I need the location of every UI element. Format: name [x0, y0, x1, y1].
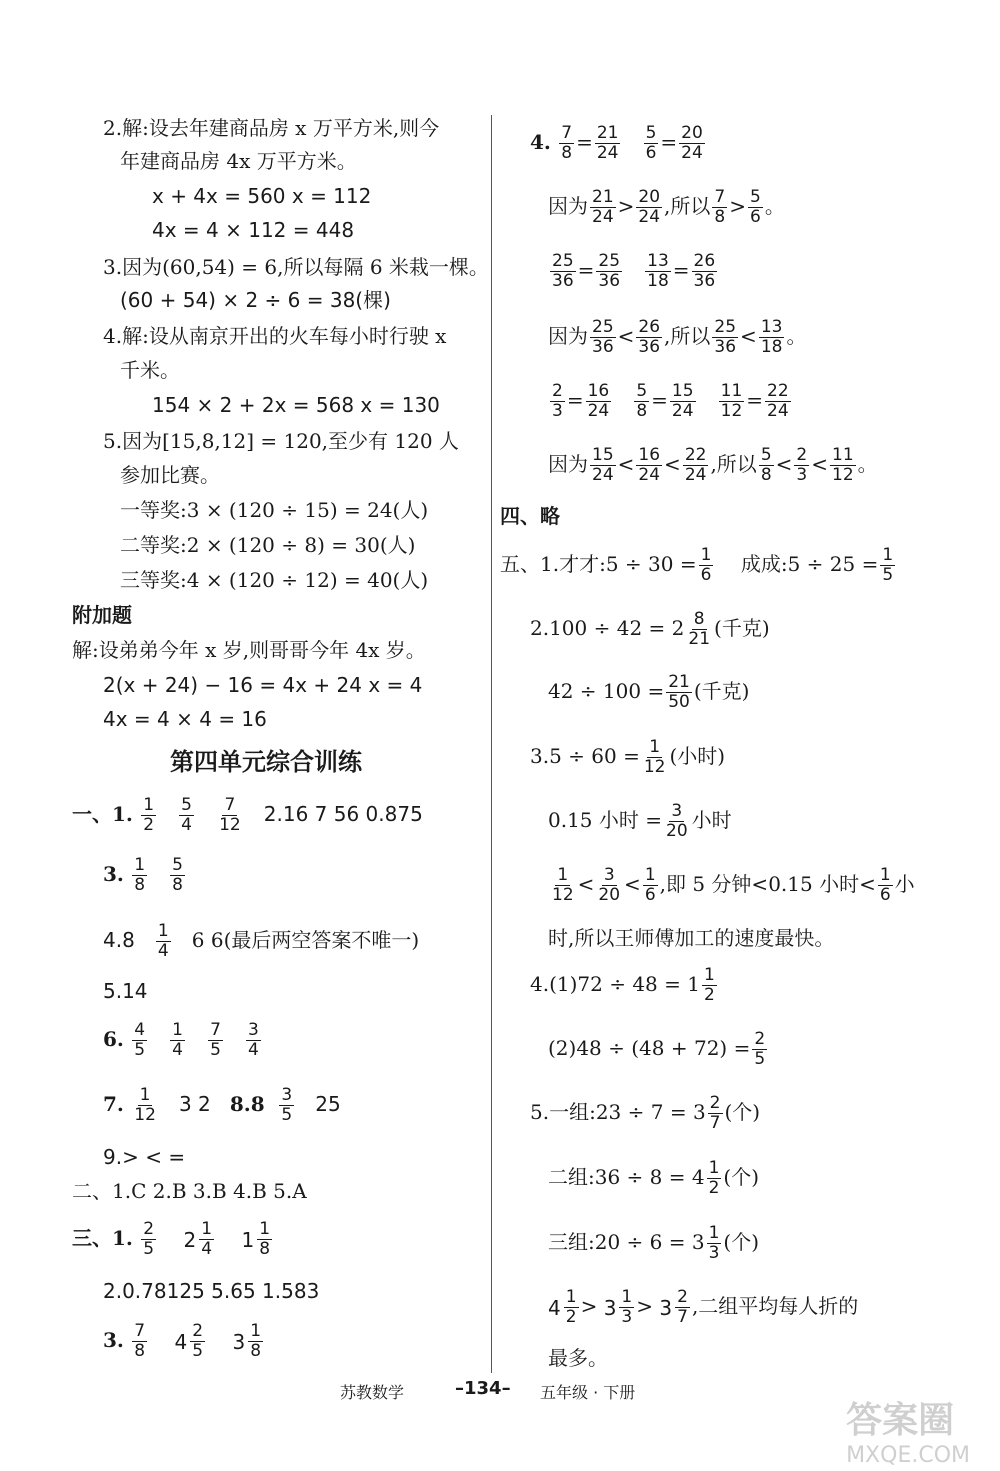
r-q4-label: 4. [530, 130, 551, 154]
q3-line2: (60 + 54) × 2 ÷ 6 = 38(棵) [120, 288, 391, 312]
so-text: ,所以 [664, 194, 711, 218]
s1-q4-b: 6 6(最后两空答案不唯一) [191, 928, 420, 952]
r-q4-row4: 因为 $\frac{25}{36}$ < $\frac{26}{36}$ ,所以 $\frac{25}{36}$ < $\frac{13}{18}$ 。 [548, 317, 807, 357]
fraction: $\frac{7}{12}$ [219, 795, 241, 835]
s5-q5-a-text: 5.一组:23 ÷ 7 = 3 [530, 1100, 706, 1124]
s1-q8-end: 25 [315, 1092, 341, 1116]
s5-q5-a: 5.一组:23 ÷ 7 = 3 $\frac{2}{7}$ (个) [530, 1093, 761, 1133]
s3-label: 三、1. [72, 1226, 133, 1250]
unit-heading: 第四单元综合训练 [170, 748, 362, 776]
because-text: 因为 [548, 194, 588, 218]
s1-label: 一、1. [72, 802, 133, 826]
s5-q4-a: 4.(1)72 ÷ 48 = 1 $\frac{1}{2}$ [530, 965, 715, 1005]
s5-q2-b: 42 ÷ 100 = $\frac{21}{50}$ (千克) [548, 672, 750, 712]
s1-q1 [72, 790, 423, 838]
s5-q5-e: 最多。 [548, 1346, 608, 1370]
q4-eq: 154 × 2 + 2x = 568 x = 130 [152, 393, 440, 417]
s3-q3 [103, 1316, 265, 1366]
q2-line2: 年建商品房 4x 万平方米。 [120, 149, 357, 173]
fraction: $\frac{7}{8}$ [134, 1321, 146, 1361]
s5-q3-a-text: 3.5 ÷ 60 = [530, 744, 640, 768]
so-text: ,所以 [664, 324, 711, 348]
unit-hour: 小时 [691, 808, 732, 832]
fraction: $\frac{1}{2}$ [143, 795, 155, 835]
fraction: $\frac{4}{5}$ [134, 1020, 146, 1060]
s3-q1 [72, 1214, 274, 1264]
fraction: $\frac{7}{5}$ [210, 1020, 221, 1060]
s5-q4-b-text: (2)48 ÷ (48 + 72) = [548, 1036, 751, 1060]
s5-q3-c-text: ,即 5 分钟<0.15 小时< [659, 872, 876, 896]
q5-line1: 5.因为[15,8,12] = 120,至少有 120 人 [103, 429, 459, 453]
q2-eq2: 4x = 4 × 112 = 448 [152, 218, 355, 242]
s5-q3-b: 0.15 小时 = $\frac{3}{20}$ 小时 [548, 801, 732, 841]
footer-subject: 苏教数学 [340, 1383, 405, 1402]
s5-q1: 五、1.才才:5 ÷ 30 = $\frac{1}{6}$ 成成:5 ÷ 25 = $\frac{1}{5}$ [500, 545, 894, 585]
s3-q2: 2.0.78125 5.65 1.583 [103, 1279, 320, 1303]
s5-q3-d: 时,所以王师傅加工的速度最快。 [548, 926, 835, 950]
s1-q7-mid: 3 2 [178, 1092, 211, 1116]
s5-q3-b-text: 0.15 小时 = [548, 808, 663, 832]
r-q4-row5: $\frac{2}{3}$ = $\frac{16}{24}$ $\frac{5}{8}$ = $\frac{15}{24}$ $\frac{11}{12}$ = $\frac{22}{24}$ [552, 381, 789, 421]
s1-q6 [103, 1015, 263, 1063]
q5-line2: 参加比赛。 [120, 463, 220, 487]
s5-q5-d-text: ,二组平均每人折的 [691, 1294, 859, 1318]
bonus-eq1: 2(x + 24) − 16 = 4x + 24 x = 4 [103, 673, 423, 697]
unit-ge: (个) [723, 1230, 760, 1254]
fraction: $\frac{1}{4}$ [157, 921, 169, 961]
s1-q7 [103, 1080, 341, 1128]
r-q4-row2: 因为 $\frac{21}{24}$ > $\frac{20}{24}$ ,所以 $\frac{7}{8}$ > $\frac{5}{6}$ 。 [548, 187, 785, 227]
fraction: $\frac{3}{5}$ [281, 1085, 293, 1125]
s5-q2-a: 2.100 ÷ 42 = 2 $\frac{8}{21}$ (千克) [530, 609, 770, 649]
r-q4-row3: $\frac{25}{36}$ = $\frac{25}{36}$ $\frac{13}{18}$ = $\frac{26}{36}$ [552, 251, 716, 291]
s1-q3-label: 3. [103, 862, 124, 886]
unit-kg: (千克) [693, 679, 750, 703]
s5-q5-c: 三组:20 ÷ 6 = 3 $\frac{1}{3}$ (个) [548, 1223, 760, 1263]
fraction: $\frac{1}{8}$ [134, 855, 146, 895]
r-q4-row6: 因为 $\frac{15}{24}$ < $\frac{16}{24}$ < $\frac{22}{24}$ ,所以 $\frac{5}{8}$ < $\frac{2}{3}$ < $\frac{11}{12}$ 。 [548, 445, 878, 485]
s4-line: 四、略 [500, 504, 560, 528]
watermark-site: MXQE.COM [846, 1443, 970, 1468]
q5-prize3: 三等奖:4 × (120 ÷ 12) = 40(人) [120, 568, 429, 592]
s1-q8-label: 8.8 [229, 1092, 265, 1116]
s1-q2: 2.16 7 56 0.875 [263, 802, 423, 826]
fraction: $\frac{5}{8}$ [172, 855, 183, 895]
so-text: ,所以 [710, 452, 757, 476]
unit-ge: (个) [724, 1100, 761, 1124]
r-q4-row1: 4. $\frac{7}{8}$ = $\frac{21}{24}$ $\frac{5}{6}$ = $\frac{20}{24}$ [530, 123, 703, 163]
s5-q3-c-end: 小 [894, 872, 915, 896]
bonus-line1: 解:设弟弟今年 x 岁,则哥哥今年 4x 岁。 [72, 638, 426, 662]
mixed-number: 3 1 8 [232, 1321, 262, 1361]
footer-grade: 五年级 · 下册 [540, 1383, 636, 1402]
mixed-number: 1 1 8 [241, 1219, 271, 1259]
s2-line: 二、1.C 2.B 3.B 4.B 5.A [72, 1179, 307, 1203]
q4-line1: 4.解:设从南京开出的火车每小时行驶 x [103, 324, 447, 348]
mixed-number: 4 2 5 [174, 1321, 204, 1361]
s1-q5: 5.14 [103, 979, 148, 1003]
q5-prize2: 二等奖:2 × (120 ÷ 8) = 30(人) [120, 533, 416, 557]
s5-q2-a-text: 2.100 ÷ 42 = 2 [530, 616, 685, 640]
unit-hour: (小时) [669, 744, 726, 768]
s1-q9: 9.> < = [103, 1145, 186, 1169]
s5-q4-b: (2)48 ÷ (48 + 72) = $\frac{2}{5}$ [548, 1029, 766, 1069]
s1-q6-label: 6. [103, 1027, 124, 1051]
fraction: $\frac{3}{4}$ [247, 1020, 259, 1060]
period: 。 [857, 452, 878, 476]
s5-q5-b-text: 二组:36 ÷ 8 = 4 [548, 1165, 705, 1189]
watermark-logo [846, 1392, 970, 1468]
s1-q7-label: 7. [103, 1092, 124, 1116]
fraction: $\frac{1}{12}$ [134, 1085, 156, 1125]
because-text: 因为 [548, 452, 588, 476]
s1-q4-a: 4.8 [103, 928, 135, 952]
watermark-logo-text: 答案圈 [846, 1400, 955, 1441]
s3-q3-label: 3. [103, 1328, 124, 1352]
fraction: $\frac{2}{5}$ [143, 1219, 155, 1259]
s5-q5-d: 4 1 2 > 3 1 3 > 3 2 7 ,二组平均每人折的 [548, 1287, 859, 1327]
s1-q3 [103, 850, 187, 898]
unit-ge: (个) [723, 1165, 760, 1189]
q4-line2: 千米。 [120, 358, 180, 382]
s5-q1-b: 成成:5 ÷ 25 = [740, 552, 879, 576]
because-text: 因为 [548, 324, 588, 348]
s5-q1-a: 五、1.才才:5 ÷ 30 = [500, 552, 697, 576]
s5-q4-a-text: 4.(1)72 ÷ 48 = 1 [530, 972, 700, 996]
period: 。 [764, 194, 785, 218]
column-divider [491, 115, 492, 1373]
fraction: $\frac{5}{4}$ [181, 795, 192, 835]
bonus-title: 附加题 [72, 603, 132, 627]
s5-q5-b: 二组:36 ÷ 8 = 4 $\frac{1}{2}$ (个) [548, 1158, 760, 1198]
footer-page-number: –134– [455, 1378, 511, 1399]
s1-q4 [103, 916, 419, 964]
s5-q3-a: 3.5 ÷ 60 = $\frac{1}{12}$ (小时) [530, 737, 726, 777]
unit-kg: (千克) [714, 616, 770, 640]
fraction: $\frac{1}{4}$ [172, 1020, 183, 1060]
q2-line1: 2.解:设去年建商品房 x 万平方米,则今 [103, 116, 440, 140]
mixed-number: 2 1 4 [183, 1219, 213, 1259]
period: 。 [786, 324, 807, 348]
q3-line1: 3.因为(60,54) = 6,所以每隔 6 米栽一棵。 [103, 255, 489, 279]
s5-q5-c-text: 三组:20 ÷ 6 = 3 [548, 1230, 705, 1254]
s5-q3-c: $\frac{1}{12}$ < $\frac{3}{20}$ < $\frac{1}{6}$ ,即 5 分钟<0.15 小时< $\frac{1}{6}$ 小 [552, 865, 915, 905]
s5-q2-b-text: 42 ÷ 100 = [548, 679, 665, 703]
q5-prize1: 一等奖:3 × (120 ÷ 15) = 24(人) [120, 498, 429, 522]
bonus-eq2: 4x = 4 × 4 = 16 [103, 707, 267, 731]
q2-eq1: x + 4x = 560 x = 112 [152, 184, 372, 208]
